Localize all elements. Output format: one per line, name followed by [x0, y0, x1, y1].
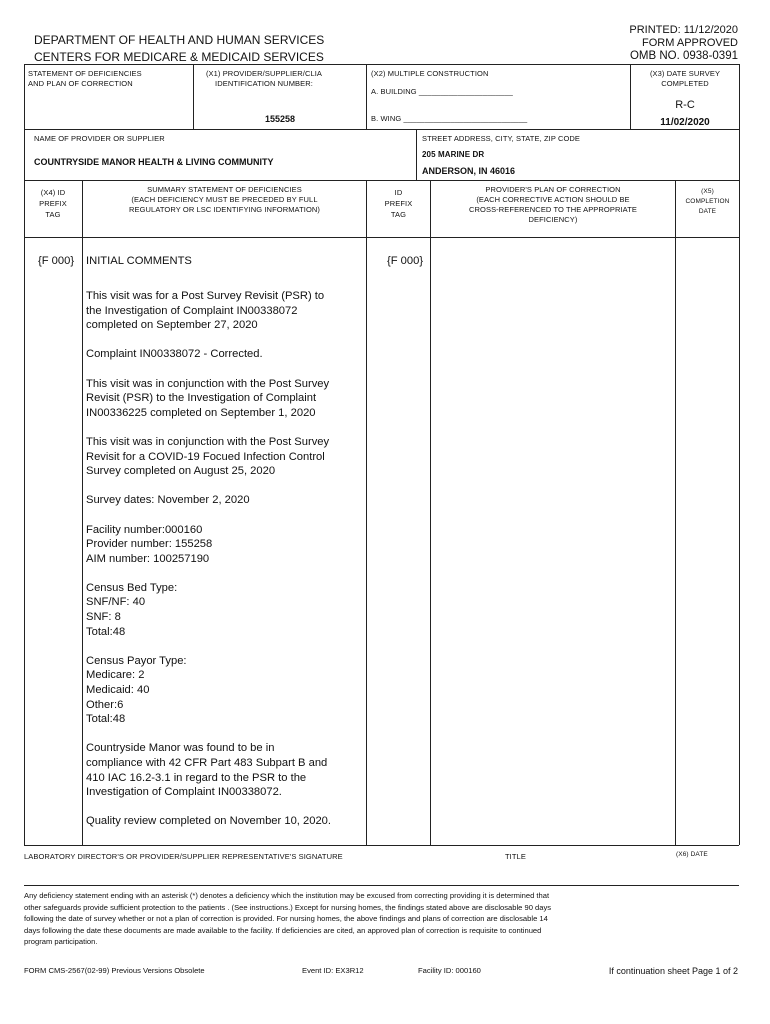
plan-header — [431, 185, 675, 225]
paragraph: Facility number:000160 Provider number: 155258 AIM number: 100257190 — [86, 523, 213, 565]
x1-label-1: (X1) PROVIDER/SUPPLIER/CLIA — [205, 69, 323, 78]
provider-name-label: NAME OF PROVIDER OR SUPPLIER — [34, 134, 165, 143]
city-state-zip: ANDERSON, IN 46016 — [422, 166, 516, 176]
tag-left: {F 000} — [38, 255, 75, 267]
printed-date: PRINTED: 11/12/2020 — [629, 24, 738, 36]
statement-label — [28, 69, 142, 89]
plan-header-4: DEFICIENCY) — [528, 215, 578, 224]
entry-heading: INITIAL COMMENTS — [86, 255, 192, 267]
id-header-1: ID — [394, 188, 403, 197]
tag-right: {F 000} — [387, 255, 424, 267]
paragraph: This visit was in conjunction with the Post Survey Revisit for a COVID-19 Focued Infection Control Survey completed on August 25, 2020 — [86, 435, 330, 478]
x3-label-1: (X3) DATE SURVEY — [649, 69, 721, 78]
x4-header-2: PREFIX — [39, 199, 67, 208]
summary-header — [83, 185, 366, 215]
paragraph: This visit was in conjunction with the Post Survey Revisit (PSR) to the Investigation of Complaint IN00336225 completed on September 1, 2020 — [86, 377, 330, 419]
paragraph: Complaint IN00338072 - Corrected. — [86, 348, 263, 361]
plan-header-1: PROVIDER'S PLAN OF CORRECTION — [485, 185, 621, 194]
address-label: STREET ADDRESS, CITY, STATE, ZIP CODE — [422, 134, 581, 143]
disclaimer-line: following the date of survey whether or not a plan of correction is provided. For nursing homes, the above findings and plans of correction are disclosable 14 — [24, 914, 548, 924]
signature-label: LABORATORY DIRECTOR'S OR PROVIDER/SUPPLIER REPRESENTATIVE'S SIGNATURE — [24, 852, 343, 861]
event-id: Event ID: EX3R12 — [302, 966, 364, 975]
form-number: FORM CMS-2567(02-99) Previous Versions Obsolete — [24, 966, 205, 975]
disclaimer-line: days following the date these documents are made available to the facility. If deficiencies are cited, an approved plan of correction is requisite to continued — [24, 925, 542, 935]
summary-header-3: REGULATORY OR LSC IDENTIFYING INFORMATION) — [128, 205, 321, 214]
entry-body — [86, 289, 364, 844]
summary-header-1: SUMMARY STATEMENT OF DEFICIENCIES — [147, 185, 302, 194]
plan-header-3: CROSS-REFERENCED TO THE APPROPRIATE — [469, 205, 637, 214]
statement-label-1: STATEMENT OF DEFICIENCIES — [28, 69, 142, 78]
paragraph: Quality review completed on November 10, 2020. — [86, 815, 332, 828]
form-approved: FORM APPROVED — [642, 37, 738, 49]
survey-type-rc: R-C — [675, 99, 695, 111]
x3-label-2: COMPLETED — [661, 79, 709, 88]
disclaimer-line: program participation. — [24, 937, 98, 947]
paragraph: Census Bed Type: SNF/NF: 40 SNF: 8 Total:48 — [86, 581, 178, 638]
x4-header — [24, 187, 82, 220]
x5-header-1: (X5) — [701, 188, 714, 195]
x5-header-2: COMPLETION — [685, 198, 730, 205]
title-label: TITLE — [505, 852, 526, 861]
continuation-page: If continuation sheet Page 1 of 2 — [608, 966, 738, 976]
facility-id: Facility ID: 000160 — [418, 966, 481, 975]
disclaimer-line: other safeguards provide sufficient protection to the patients . (See instructions.) Except for nursing homes, the findings stated above are disclosable 90 days — [24, 902, 552, 912]
x2-wing: B. WING _____________________________ — [371, 114, 528, 123]
x1-label-2: IDENTIFICATION NUMBER: — [215, 79, 313, 88]
omb-number: OMB NO. 0938-0391 — [629, 50, 738, 62]
x6-date-label: (X6) DATE — [676, 851, 708, 858]
centers-title: CENTERS FOR MEDICARE & MEDICAID SERVICES — [34, 50, 324, 64]
statement-label-2: AND PLAN OF CORRECTION — [28, 79, 133, 88]
x5-header-3: DATE — [698, 208, 717, 215]
x1-label — [194, 69, 334, 89]
paragraph: Survey dates: November 2, 2020 — [86, 494, 250, 507]
paragraph: This visit was for a Post Survey Revisit (PSR) to the Investigation of Complaint IN00338072 completed on September 27, 2020 — [86, 290, 325, 332]
survey-completed-date: 11/02/2020 — [660, 117, 710, 128]
x5-header — [676, 187, 739, 217]
x2-label: (X2) MULTIPLE CONSTRUCTION — [371, 69, 489, 78]
disclaimer-line: Any deficiency statement ending with an asterisk (*) denotes a deficiency which the institution may be excused from correcting providing it is determined that — [24, 891, 550, 900]
id-header-3: TAG — [390, 210, 407, 219]
provider-id-number: 155258 — [264, 114, 296, 124]
x2-building: A. BUILDING ______________________ — [371, 87, 513, 96]
paragraph: Countryside Manor was found to be in compliance with 42 CFR Part 483 Subpart B and 410 IAC 16.2-3.1 in regard to the PSR to the Investigation of Complaint IN00338072. — [86, 742, 328, 799]
department-title: DEPARTMENT OF HEALTH AND HUMAN SERVICES — [34, 33, 325, 47]
id-header-2: PREFIX — [384, 199, 413, 208]
street-address: 205 MARINE DR — [422, 150, 485, 159]
disclaimer — [24, 890, 739, 948]
plan-header-2: (EACH CORRECTIVE ACTION SHOULD BE — [476, 195, 630, 204]
x4-header-1: (X4) ID — [40, 188, 66, 197]
x4-header-3: TAG — [45, 210, 61, 219]
summary-header-2: (EACH DEFICIENCY MUST BE PRECEDED BY FULL — [131, 195, 318, 204]
id-header — [367, 187, 430, 220]
provider-name: COUNTRYSIDE MANOR HEALTH & LIVING COMMUNITY — [34, 157, 274, 167]
paragraph: Census Payor Type: Medicare: 2 Medicaid: 40 Other:6 Total:48 — [86, 654, 187, 726]
x3-label — [631, 69, 739, 89]
